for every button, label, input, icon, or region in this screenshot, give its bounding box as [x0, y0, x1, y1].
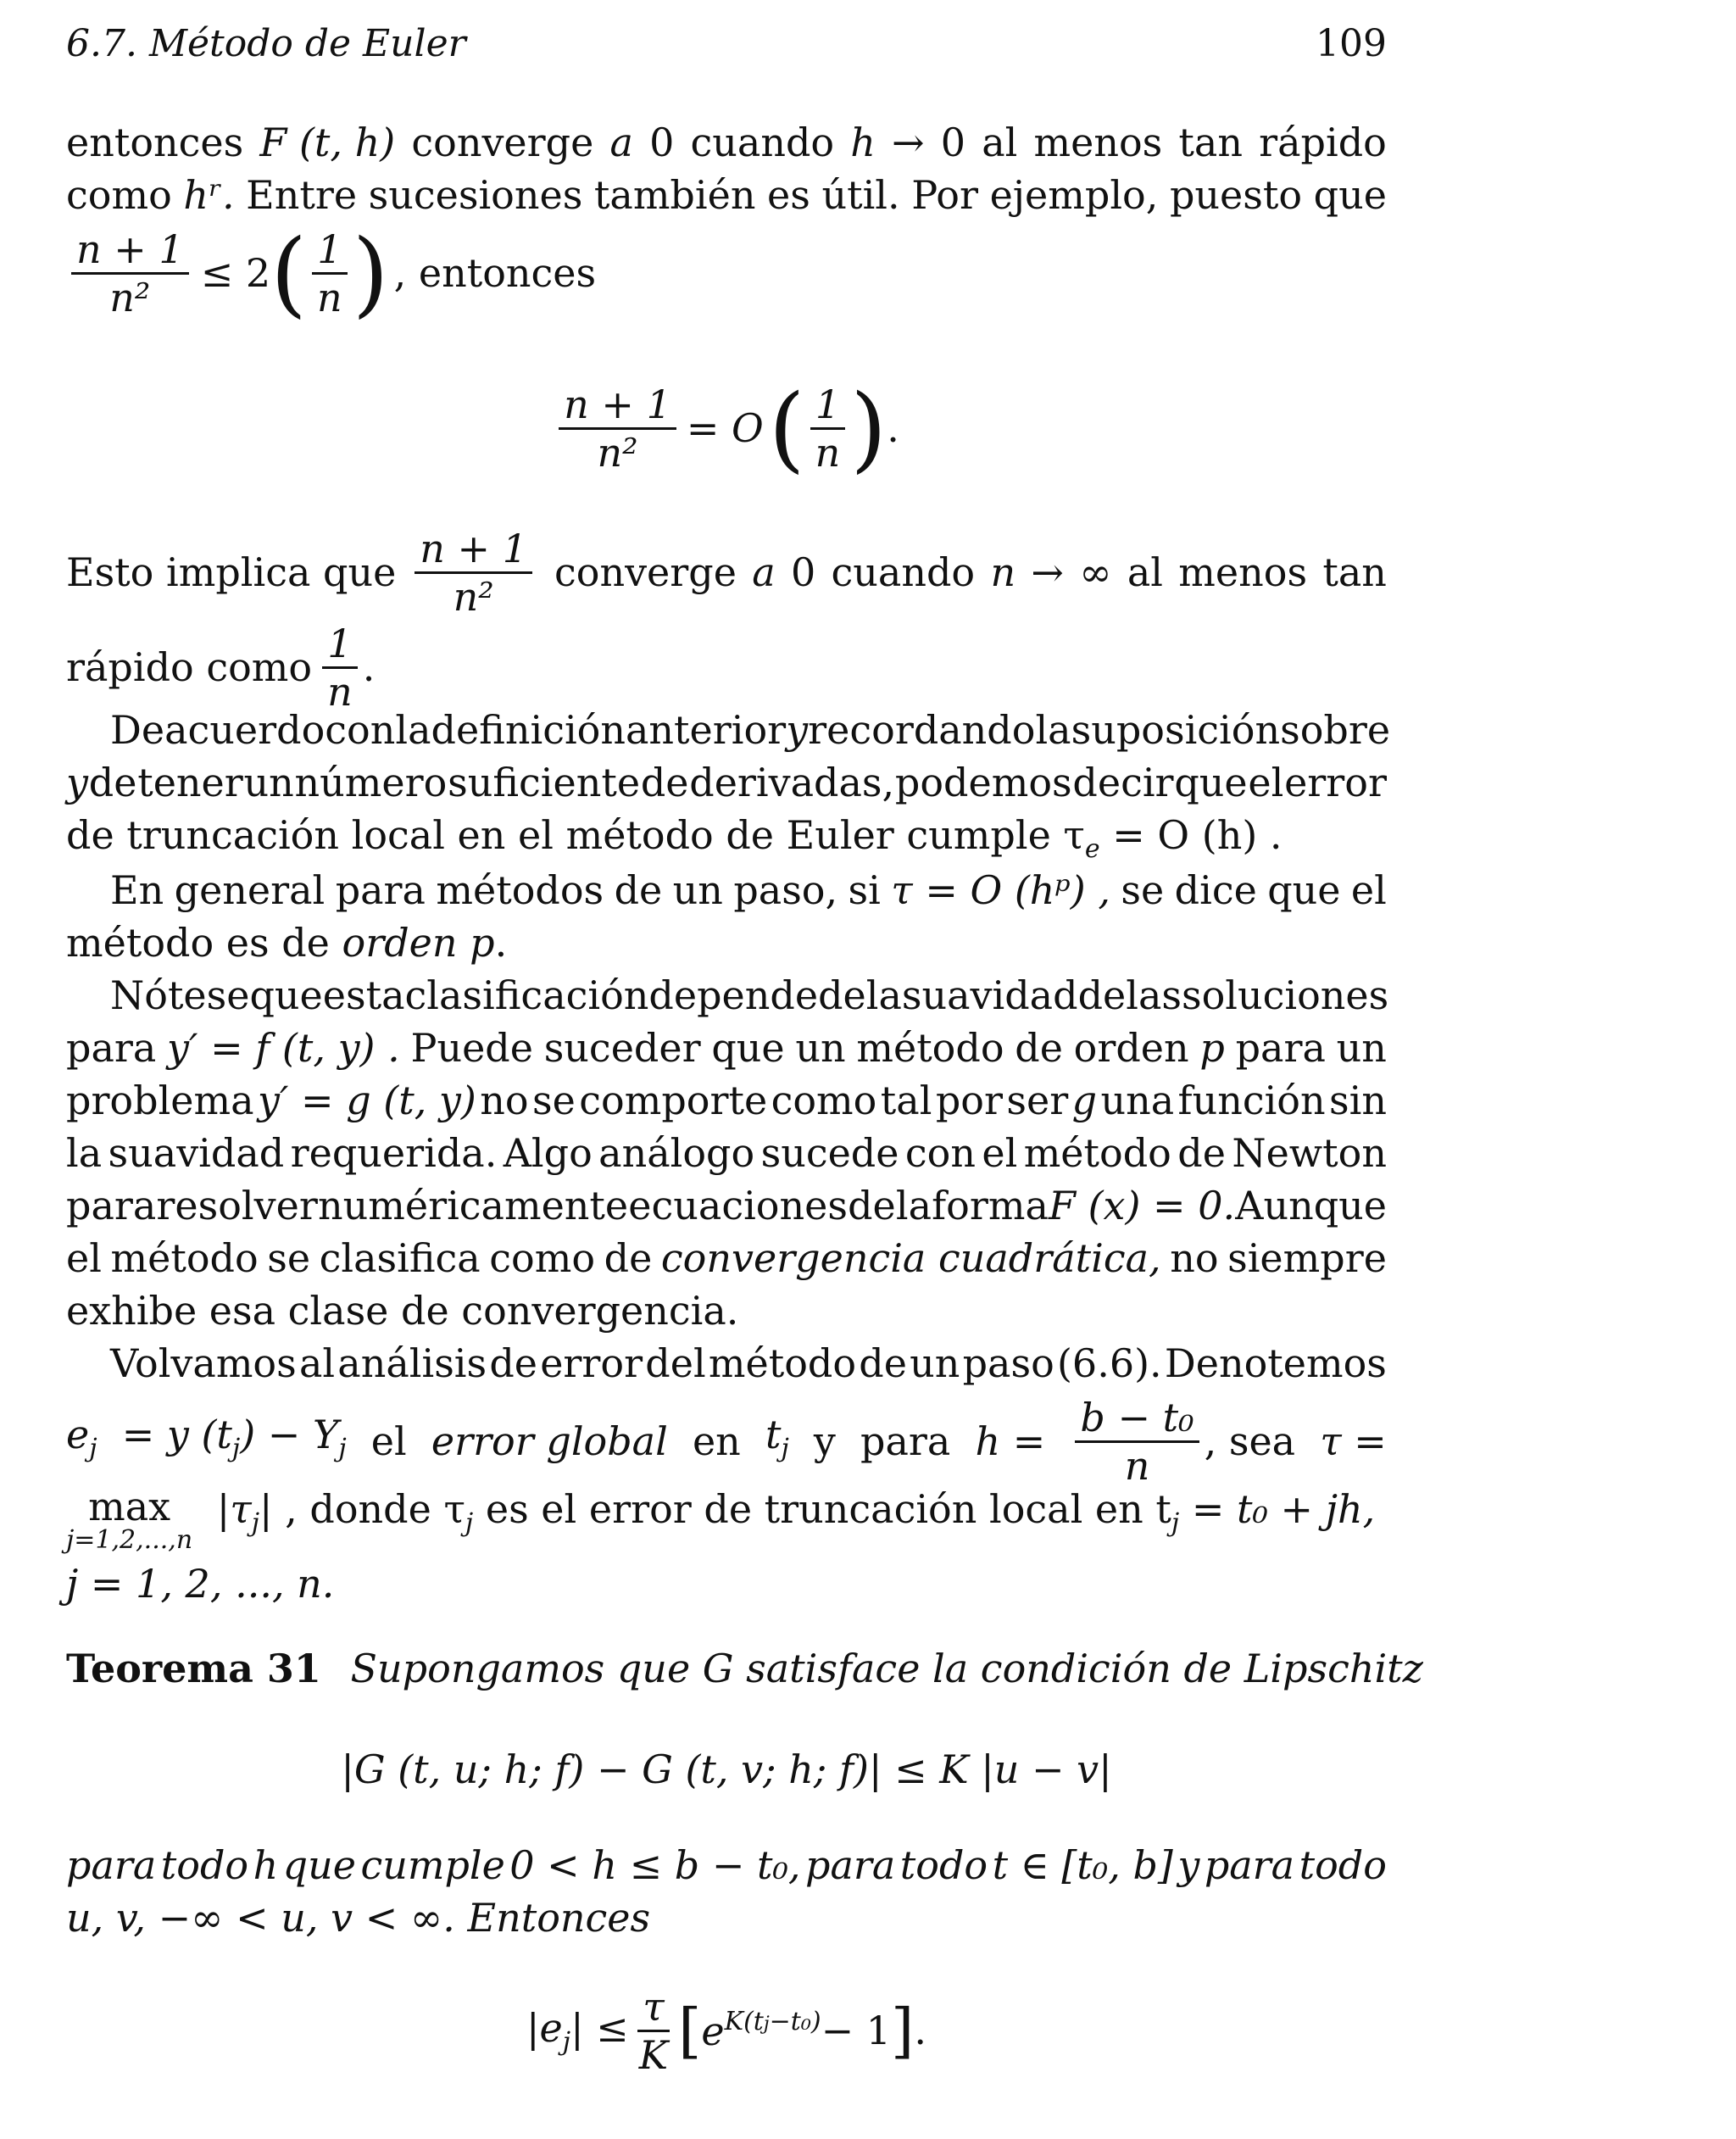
- word: En: [110, 867, 164, 913]
- word: análogo: [598, 1130, 755, 1176]
- word: g: [1071, 1078, 1098, 1123]
- word: análisis: [337, 1340, 487, 1386]
- word: que: [1267, 867, 1341, 913]
- p5-line-7: exhibe esa clase de convergencia.: [66, 1288, 739, 1334]
- word: y: [786, 707, 809, 753]
- word: para: [805, 1842, 896, 1888]
- word: de: [489, 1340, 537, 1386]
- word: método: [110, 1235, 259, 1281]
- word: ser: [1006, 1078, 1069, 1123]
- word: suavidad: [901, 972, 1078, 1018]
- word: de: [818, 972, 866, 1018]
- p6-line-3: max j=1,2,...,n $|\tau_j|$ , donde $\tau_j$ es el error de truncación local en $t_j = t_0$ + jh,: [66, 1484, 1376, 1555]
- p5-line-1: [66, 972, 1387, 1019]
- word: entonces: [66, 120, 244, 165]
- word: se: [1121, 867, 1165, 913]
- word: número: [294, 760, 448, 805]
- theorem-line-2: [66, 1841, 1387, 1889]
- word: →: [1031, 549, 1064, 595]
- fraction: $\frac{1}{n}$: [312, 226, 348, 320]
- p5-line-5: [66, 1182, 1387, 1229]
- word: de: [1077, 972, 1127, 1018]
- word: el: [1248, 760, 1284, 805]
- word: para: [66, 1025, 157, 1071]
- word: método: [1023, 1130, 1171, 1176]
- word: Algo: [503, 1130, 593, 1176]
- word: las: [1126, 972, 1182, 1018]
- word: ∞: [1079, 549, 1112, 595]
- word: podemos: [894, 760, 1072, 805]
- word: no: [480, 1078, 529, 1123]
- word: un: [672, 867, 723, 913]
- word: de: [88, 760, 137, 805]
- word: h: [253, 1842, 279, 1888]
- word: de: [604, 1235, 653, 1281]
- word: Puede: [410, 1025, 533, 1071]
- word: F (x) = 0.: [1049, 1183, 1236, 1228]
- word: de: [1177, 1130, 1226, 1176]
- word: sin: [1329, 1078, 1387, 1123]
- word: cuando: [690, 120, 835, 165]
- fraction: $\frac{n + 1}{\text{n²}}$: [71, 226, 189, 320]
- word: converge: [554, 549, 737, 595]
- p1-line-2: [66, 171, 1387, 219]
- word: dice: [1174, 867, 1257, 913]
- theorem-label: Teorema 31: [66, 1646, 321, 1691]
- word: al: [298, 1340, 336, 1386]
- word: de: [848, 1183, 896, 1228]
- word: que: [1313, 172, 1387, 218]
- p4-line-1: [66, 866, 1387, 914]
- word: ejemplo,: [989, 172, 1159, 218]
- word: De: [110, 707, 165, 753]
- p3-line-1: [66, 706, 1391, 754]
- word: decir: [1072, 760, 1174, 805]
- word: del: [645, 1340, 706, 1386]
- p1-line-3: $\frac{n + 1}{\text{n²}}$ ≤ 2 ( $\frac{1}{n}$ ) , entonces: [66, 222, 1387, 324]
- page-number: 109: [1316, 22, 1387, 65]
- word: el: [1350, 867, 1387, 913]
- word: tan: [1322, 549, 1387, 595]
- word: forma: [932, 1183, 1049, 1228]
- p5-line-4: [66, 1129, 1387, 1177]
- word: la: [865, 972, 902, 1018]
- word: Aunque: [1235, 1183, 1387, 1228]
- section-title: 6.7. Método de Euler: [66, 22, 466, 65]
- word: para: [66, 1842, 157, 1888]
- word: F (t, h): [259, 120, 396, 165]
- p2-line-1: Esto implica que $\frac{n + 1}{\text{n²}}$ converge a 0 cuando n → ∞ al menos tan: [66, 525, 1387, 620]
- word: siempre: [1227, 1235, 1387, 1281]
- word: a: [752, 549, 776, 595]
- p5-line-3: [66, 1077, 1387, 1124]
- word: 0: [649, 120, 675, 165]
- p3-line-2: [66, 759, 1387, 806]
- word: hʳ.: [183, 172, 235, 218]
- word: menos: [1033, 120, 1163, 165]
- word: como: [66, 172, 172, 218]
- word: que: [249, 972, 323, 1018]
- equation-big-o: $\frac{n + 1}{\text{n²}}$ = O ( $\frac{1}{n}$ ) .: [66, 373, 1387, 483]
- word: un: [1336, 1025, 1387, 1071]
- word: ecuaciones: [628, 1183, 848, 1228]
- word: que: [282, 1842, 356, 1888]
- word: de: [614, 867, 663, 913]
- error-bound-equation: $|e_j|$ ≤ $\frac{\tau}{K}$ [ $e^{K(tj-t_0)}$ − 1 ] .: [526, 1983, 926, 2078]
- word: la: [895, 1183, 932, 1228]
- word: comporte: [579, 1078, 768, 1123]
- word: el: [982, 1130, 1018, 1176]
- word: no: [1170, 1235, 1219, 1281]
- word: sobre: [1280, 707, 1391, 753]
- word: para: [1204, 1842, 1295, 1888]
- word: tal: [880, 1078, 932, 1123]
- word: Por: [911, 172, 978, 218]
- word: Denotemos: [1164, 1340, 1387, 1386]
- word: cuando: [831, 549, 976, 595]
- p6-line-1: [66, 1340, 1387, 1387]
- word: resolver: [156, 1183, 318, 1228]
- word: puesto: [1169, 172, 1303, 218]
- word: al: [1127, 549, 1163, 595]
- running-header: [66, 22, 1387, 70]
- word: como: [489, 1235, 596, 1281]
- theorem-statement: Teorema 31 Supongamos que G satisface la condición de Lipschitz: [66, 1646, 1423, 1691]
- word: el: [66, 1235, 102, 1281]
- word: general: [174, 867, 326, 913]
- word: anterior: [626, 707, 787, 753]
- word: derivadas,: [689, 760, 895, 805]
- word: Entre: [246, 172, 358, 218]
- word: al: [982, 120, 1018, 165]
- word: Volvamos: [110, 1340, 297, 1386]
- word: error: [540, 1340, 643, 1386]
- word: para: [66, 1183, 157, 1228]
- word: suavidad: [108, 1130, 285, 1176]
- word: Newton: [1232, 1130, 1387, 1176]
- word: por: [935, 1078, 1003, 1123]
- word: p: [1199, 1025, 1225, 1071]
- word: para: [335, 867, 426, 913]
- word: todo: [1299, 1842, 1387, 1888]
- word: que: [1174, 760, 1248, 805]
- word: rápido: [1259, 120, 1387, 165]
- p5-line-2: [66, 1024, 1387, 1072]
- word: h: [850, 120, 876, 165]
- word: un: [243, 760, 294, 805]
- word: 0: [940, 120, 966, 165]
- word: para: [1235, 1025, 1326, 1071]
- word: esta: [322, 972, 405, 1018]
- word: t ∈ [t₀, b]: [992, 1842, 1173, 1888]
- word: es: [767, 172, 810, 218]
- word: también: [593, 172, 756, 218]
- word: convergencia cuadrática,: [660, 1235, 1161, 1281]
- word: como: [771, 1078, 877, 1123]
- word: →: [892, 120, 925, 165]
- word: τ = O (hᵖ) ,: [891, 867, 1110, 913]
- word: la: [395, 707, 431, 753]
- word: y: [66, 760, 88, 805]
- word: requerida.: [290, 1130, 498, 1176]
- word: y: [1177, 1842, 1200, 1888]
- word: sucesiones: [368, 172, 583, 218]
- word: clasificación: [404, 972, 649, 1018]
- p5-line-6: [66, 1234, 1387, 1282]
- word: se: [267, 1235, 311, 1281]
- p2-line-2: rápido como $\frac{1}{n}$ .: [66, 620, 376, 715]
- word: definición: [431, 707, 626, 753]
- word: método: [708, 1340, 857, 1386]
- word: sucede: [760, 1130, 899, 1176]
- word: un: [910, 1340, 960, 1386]
- p6-line-2: $e_j$ = y $(t_j) - Y_j$ el error global en $t_j$ y para h = $\frac{\text{b − t₀}}{n}$ , sea τ =: [66, 1394, 1387, 1489]
- word: que: [711, 1025, 785, 1071]
- word: Nótese: [110, 972, 250, 1018]
- p4-line-2: método es de orden p.: [66, 920, 508, 966]
- word: orden: [1073, 1025, 1189, 1071]
- word: con: [325, 707, 396, 753]
- word: error: [1284, 760, 1387, 805]
- word: acuerdo: [164, 707, 326, 753]
- word: con: [904, 1130, 976, 1176]
- word: si: [848, 867, 881, 913]
- word: clasifica: [319, 1235, 481, 1281]
- word: converge: [411, 120, 594, 165]
- word: suficiente: [448, 760, 641, 805]
- word: métodos: [436, 867, 604, 913]
- word: cumple: [360, 1842, 505, 1888]
- word: tan: [1178, 120, 1243, 165]
- word: tener: [137, 760, 243, 805]
- p6-line-4: j = 1, 2, ..., n.: [66, 1561, 335, 1607]
- word: suposición: [1071, 707, 1281, 753]
- word: y′ = f (t, y) .: [167, 1025, 400, 1071]
- word: problema: [66, 1078, 254, 1123]
- word: un: [795, 1025, 846, 1071]
- word: suceder: [543, 1025, 701, 1071]
- word: de: [640, 760, 689, 805]
- word: n: [990, 549, 1016, 595]
- word: todo: [160, 1842, 249, 1888]
- word: la: [66, 1130, 103, 1176]
- word: (6.6).: [1056, 1340, 1162, 1386]
- word: a: [609, 120, 633, 165]
- word: de: [1015, 1025, 1063, 1071]
- word: la: [1035, 707, 1071, 753]
- word: método: [856, 1025, 1004, 1071]
- word: útil.: [821, 172, 900, 218]
- p1-line-1: [66, 119, 1387, 166]
- p3-line-3: de truncación local en el método de Euler cumple $\tau_e = O$ (h) .: [66, 812, 1283, 864]
- word: y′ = g (t, y): [257, 1078, 476, 1123]
- word: todo: [899, 1842, 988, 1888]
- word: función: [1177, 1078, 1326, 1123]
- word: una: [1100, 1078, 1175, 1123]
- word: menos: [1178, 549, 1308, 595]
- word: de: [859, 1340, 907, 1386]
- word: soluciones: [1181, 972, 1389, 1018]
- lipschitz-equation: |G (t, u; h; f) − G (t, v; h; f)| ≤ K |u − v|: [341, 1746, 1112, 1792]
- word: depende: [648, 972, 819, 1018]
- word: paso,: [733, 867, 838, 913]
- theorem-line-3: u, v, −∞ < u, v < ∞. Entonces: [66, 1895, 651, 1941]
- word: recordando: [808, 707, 1036, 753]
- word: 0 < h ≤ b − t₀,: [509, 1842, 801, 1888]
- word: se: [532, 1078, 576, 1123]
- word: paso: [962, 1340, 1054, 1386]
- word: numéricamente: [317, 1183, 629, 1228]
- word: 0: [790, 549, 816, 595]
